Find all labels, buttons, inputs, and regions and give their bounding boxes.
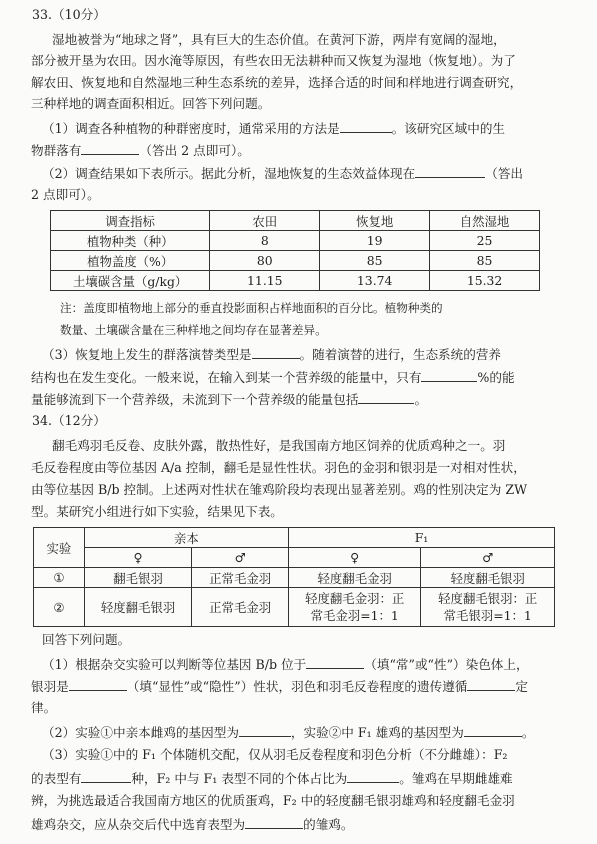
q34-part2-text-a: （2）实验①中亲本雌鸡的基因型为 — [42, 725, 239, 740]
female-symbol: ♀ — [288, 548, 421, 568]
q34-part2-text-b: ，实验②中 F₁ 雄鸡的基因型为 — [290, 725, 464, 740]
answer-blank[interactable] — [306, 655, 364, 669]
table-header: 农田 — [210, 211, 320, 231]
answer-blank[interactable] — [239, 723, 291, 737]
q33-part3-line1 — [42, 345, 501, 363]
q34-part1-text-c: 银羽是 — [31, 679, 69, 694]
q33-intro-line-3: 解农田、恢复地和自然湿地三种生态系统的差异，选择合适的时间和样地进行调查研究， — [31, 75, 523, 90]
q34-part1-line2 — [31, 677, 528, 695]
table-cell: 80 — [210, 251, 320, 271]
q34-number: 34.（12分） — [32, 413, 106, 428]
cell-line: 常毛银羽=1：1 — [443, 608, 532, 623]
table-cell: 13.74 — [320, 271, 430, 291]
table-header: F₁ — [288, 528, 554, 548]
cell-line: 常毛金羽=1：1 — [310, 608, 399, 623]
q33-part3-text-f: 。 — [414, 392, 428, 407]
q33-part2-text-b: （答出 — [485, 166, 524, 181]
q33-part2-text-a: （2）调查结果如下表所示。据此分析，湿地恢复的生态效益体现在 — [42, 166, 416, 181]
q34-part1-text-b: （填“常”或“性”）染色体上， — [364, 657, 529, 672]
answer-blank[interactable] — [415, 164, 485, 178]
table-cell: 11.15 — [210, 271, 320, 291]
table-cell — [421, 588, 555, 627]
table-cell: 25 — [430, 231, 540, 251]
q34-part1-text-e: 定 — [515, 679, 528, 694]
q34-part3-text-g: 的雏鸡。 — [303, 817, 354, 832]
q33-number: 33.（10分） — [32, 7, 106, 22]
q33-part3-line2 — [31, 368, 515, 386]
q33-intro-line-1: 湿地被誉为“地球之肾”，具有巨大的生态价值。在黄河下游，两岸有宽阔的湿地， — [52, 32, 506, 47]
q34-intro-line-1: 翻毛鸡羽毛反卷、皮肤外露，散热性好，是我国南方地区饲养的优质鸡种之一。羽 — [52, 438, 506, 453]
q34-part3-line2 — [31, 769, 513, 787]
q33-table-note-1: 注：盖度即植物地上部分的垂直投影面积占样地面积的百分比。植物种类的 — [60, 301, 443, 315]
table-cell: 轻度翻毛银羽 — [421, 568, 555, 588]
table-header-row — [34, 548, 555, 568]
q33-part3-text-e: 量能够流到下一个营养级，未流到下一个营养级的能量包括 — [31, 392, 359, 407]
table-row — [34, 568, 555, 588]
table-header: 调查指标 — [51, 211, 210, 231]
q33-part3-text-a: （3）恢复地上发生的群落演替类型是 — [42, 347, 252, 362]
q34-prompt: 回答下列问题。 — [42, 632, 131, 647]
q34-part3-line3: 辨，为挑选最适合我国南方地区的优质蛋鸡，F₂ 中的轻度翻毛银羽雄鸡和轻度翻毛金羽 — [31, 793, 515, 808]
answer-blank[interactable] — [340, 119, 392, 133]
table-cell: 轻度翻毛银羽 — [84, 588, 192, 627]
q34-intro-line-2: 毛反卷程度由等位基因 A/a 控制，翻毛是显性性状。羽色的金羽和银羽是一对相对性状， — [31, 460, 526, 475]
answer-blank[interactable] — [347, 769, 399, 783]
q34-part1-text-a: （1）根据杂交实验可以判断等位基因 B/b 位于 — [42, 657, 307, 672]
table-cell: 翻毛银羽 — [84, 568, 192, 588]
q34-part1-line3: 律。 — [31, 700, 57, 715]
q33-part3-text-b: 。随着演替的进行，生态系统的营养 — [299, 347, 502, 362]
q33-part3-text-d: %的能 — [477, 370, 515, 385]
q34-part1-text-d: （填“显性”或“隐性”）性状，羽色和羽毛反卷程度的遗传遵循 — [126, 679, 468, 694]
answer-blank[interactable] — [358, 390, 414, 404]
q33-part3-text-c: 结构也在发生变化。一般来说，在输入到某一个营养级的能量中，只有 — [31, 370, 422, 385]
answer-blank[interactable] — [464, 723, 522, 737]
q34-part3-line4 — [31, 815, 353, 833]
q33-intro-line-4: 三种样地的调查面积相近。回答下列问题。 — [31, 96, 271, 111]
q34-intro-line-4: 型。某研究小组进行如下实验，结果见下表。 — [31, 504, 283, 519]
table-header: 实验 — [34, 528, 85, 568]
table-cell: 19 — [320, 231, 430, 251]
cell-line: 轻度翻毛银羽：正 — [438, 591, 538, 606]
table-cell: 8 — [210, 231, 320, 251]
table-cell: 土壤碳含量（g/kg） — [51, 271, 210, 291]
table-row — [51, 251, 540, 271]
q34-cross-table — [33, 527, 555, 627]
male-symbol: ♂ — [192, 548, 289, 568]
answer-blank[interactable] — [245, 815, 303, 829]
table-cell — [288, 588, 421, 627]
male-symbol: ♂ — [421, 548, 555, 568]
table-cell: 15.32 — [430, 271, 540, 291]
table-cell: 植物盖度（%） — [51, 251, 210, 271]
q33-table-note-2: 数量、土壤碳含量在三种样地之间均存在显著差异。 — [60, 323, 327, 337]
table-header: 亲本 — [84, 528, 288, 548]
table-cell: 正常毛金羽 — [192, 588, 289, 627]
q34-part1-line1 — [42, 655, 529, 673]
table-row — [51, 231, 540, 251]
q33-part1-text-c: 物群落有 — [31, 143, 82, 158]
q33-part1-line2 — [31, 141, 250, 159]
table-row — [51, 271, 540, 291]
table-cell: ② — [34, 588, 85, 627]
q34-part3-text-d: 。雏鸡在早期雌雄难 — [399, 771, 513, 786]
table-header-row — [34, 528, 555, 548]
answer-blank[interactable] — [467, 677, 515, 691]
answer-blank[interactable] — [81, 769, 131, 783]
q33-part1-text-b: 。该研究区域中的生 — [391, 121, 506, 136]
table-row — [34, 588, 555, 627]
q34-part2-text-c: 。 — [521, 725, 535, 740]
q33-part2-line1 — [42, 164, 523, 182]
table-cell: ① — [34, 568, 85, 588]
table-cell: 85 — [320, 251, 430, 271]
table-cell: 植物种类（种） — [51, 231, 210, 251]
table-header: 恢复地 — [320, 211, 430, 231]
answer-blank[interactable] — [81, 141, 139, 155]
answer-blank[interactable] — [252, 345, 300, 359]
cell-line: 轻度翻毛金羽：正 — [305, 591, 405, 606]
q34-part3-text-c: 种，F₂ 中与 F₁ 表型不同的个体占比为 — [131, 771, 348, 786]
table-cell: 轻度翻毛金羽 — [288, 568, 421, 588]
table-header-row — [51, 211, 540, 231]
q33-part1-text-d: （答出 2 点即可）。 — [139, 143, 250, 158]
female-symbol: ♀ — [84, 548, 192, 568]
q33-part3-line3 — [31, 390, 427, 408]
q34-part3-text-f: 雄鸡杂交，应从杂交后代中选育表型为 — [31, 817, 246, 832]
table-cell: 85 — [430, 251, 540, 271]
q34-part3-line1: （3）实验①中的 F₁ 个体随机交配，仅从羽毛反卷程度和羽色分析（不分雌雄）：F₂ — [42, 747, 508, 762]
table-cell: 正常毛金羽 — [192, 568, 289, 588]
q33-survey-table — [50, 210, 540, 291]
q34-intro-line-3: 由等位基因 B/b 控制。上述两对性状在雏鸡阶段均表现出显著差别。鸡的性别决定为 ZW — [31, 482, 528, 497]
table-header: 自然湿地 — [430, 211, 540, 231]
q33-part2-line2: 2 点即可）。 — [31, 187, 100, 202]
answer-blank[interactable] — [69, 677, 127, 691]
answer-blank[interactable] — [421, 368, 477, 382]
q33-intro-line-2: 部分被开垦为农田。因水淹等原因，有些农田无法耕种而又恢复为湿地（恢复地）。为了 — [31, 53, 516, 68]
q33-part1-line1 — [42, 119, 505, 137]
q34-part2-line — [42, 723, 534, 741]
q33-part1-text-a: （1）调查各种植物的种群密度时，通常采用的方法是 — [42, 121, 340, 136]
q34-part3-text-b: 的表型有 — [31, 771, 82, 786]
